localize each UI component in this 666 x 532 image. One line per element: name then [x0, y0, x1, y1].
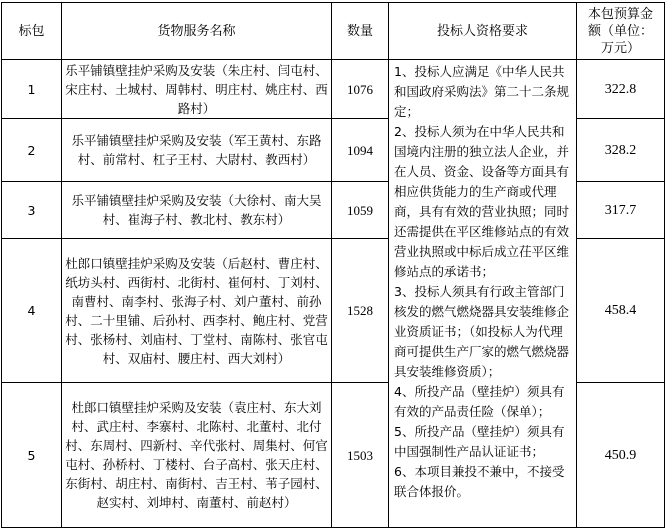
lot-cell: 5	[2, 383, 62, 528]
requirement-item: 2、投标人须为在中华人民共和国境内注册的独立法人企业，并在人员、资金、设备等方面具有相应供货能力的生产商或代理商，具有有效的营业执照；同时还需提供在平区维修站点的有效营业执照或中标后成立茌平区维修站点的承诺书；	[394, 124, 570, 279]
header-requirements: 投标人资格要求	[389, 3, 577, 60]
lot-cell: 1	[2, 60, 62, 119]
table-row	[2, 60, 665, 119]
header-goods: 货物服务名称	[62, 3, 332, 60]
qty-cell: 1528	[332, 239, 389, 383]
requirement-item: 5、所投产品（壁挂炉）须具有中国强制性产品认证证书；	[394, 424, 565, 459]
requirements-cell	[389, 60, 577, 528]
goods-cell: 乐平铺镇壁挂炉采购及安装（朱庄村、闫屯村、宋庄村、土城村、周韩村、明庄村、姚庄村、西路村）	[62, 60, 332, 119]
header-row	[2, 3, 665, 60]
lot-cell: 4	[2, 239, 62, 383]
lot-cell: 2	[2, 119, 62, 182]
goods-cell: 乐平铺镇壁挂炉采购及安装（大徐村、南大吴村、崔海子村、教北村、教东村）	[62, 182, 332, 239]
goods-cell: 乐平铺镇壁挂炉采购及安装（军王黄村、东路村、前常村、杠子王村、大尉村、教西村）	[62, 119, 332, 182]
goods-cell: 杜郎口镇壁挂炉采购及安装（袁庄村、东大刘村、武庄村、李寨村、北陈村、北董村、北付村、东周村、四新村、辛代张村、周集村、何官屯村、孙桥村、丁楼村、台子高村、张天庄村、东街村、胡庄村、南街村、吉王村、苇子园村、赵实村、刘坤村、南董村、前赵村）	[62, 383, 332, 528]
requirement-item: 6、本项目兼投不兼中，不接受联合体报价。	[394, 464, 565, 499]
qty-cell: 1076	[332, 60, 389, 119]
requirement-item: 1、投标人应满足《中华人民共和国政府采购法》第二十二条规定；	[394, 64, 570, 119]
header-qty: 数量	[332, 3, 389, 60]
budget-cell: 317.7	[577, 182, 665, 239]
goods-cell: 杜郎口镇壁挂炉采购及安装（后赵村、曹庄村、纸坊头村、西街村、北街村、崔何村、丁刘村、南曹村、南李村、张海子村、刘户董村、前孙村、二十里铺、后孙村、西李村、鲍庄村、党营村、张杨村、刘庙村、丁堂村、南陈村、张官屯村、双庙村、腰庄村、西大刘村）	[62, 239, 332, 383]
requirement-item: 4、所投产品（壁挂炉）须具有有效的产品责任险（保单）；	[394, 384, 565, 419]
budget-cell: 322.8	[577, 60, 665, 119]
budget-cell: 328.2	[577, 119, 665, 182]
requirement-item: 3、投标人须具有行政主管部门核发的燃气燃烧器具安装维修企业资质证书；（如投标人为代理商可提供生产厂家的燃气燃烧器具安装维修资质）；	[394, 284, 570, 379]
header-budget: 本包预算金额（单位：万元）	[577, 3, 665, 60]
budget-cell: 450.9	[577, 383, 665, 528]
qty-cell: 1059	[332, 182, 389, 239]
procurement-table	[1, 2, 665, 528]
qty-cell: 1503	[332, 383, 389, 528]
qty-cell: 1094	[332, 119, 389, 182]
header-lot: 标包	[2, 3, 62, 60]
lot-cell: 3	[2, 182, 62, 239]
budget-cell: 458.4	[577, 239, 665, 383]
